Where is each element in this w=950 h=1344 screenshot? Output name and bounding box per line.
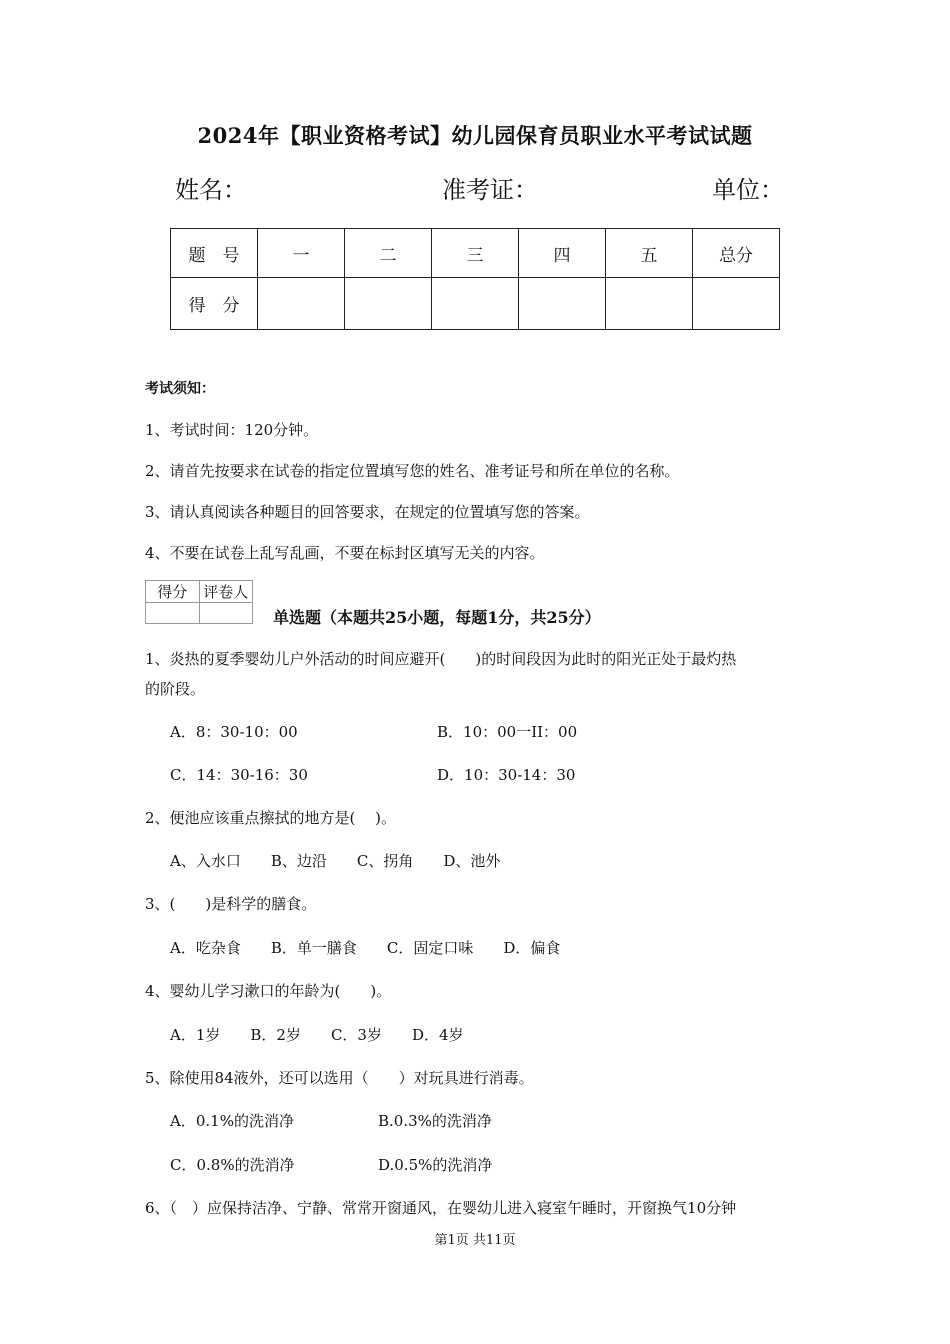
grader-box-score-label: 得分 <box>146 581 200 603</box>
score-cell[interactable] <box>693 278 780 330</box>
score-table-header-cell: 总分 <box>693 229 780 278</box>
score-cell[interactable] <box>258 278 345 330</box>
question-3-options: A．吃杂食 B．单一膳食 C．固定口味 D．偏食 <box>170 939 561 957</box>
score-table-row-label: 得 分 <box>171 278 258 330</box>
grader-box-score-cell[interactable] <box>146 603 200 624</box>
question-4-options: A．1岁 B．2岁 C．3岁 D．4岁 <box>170 1026 464 1044</box>
question-4-text: 4、婴幼儿学习漱口的年龄为( )。 <box>145 982 392 1000</box>
score-cell[interactable] <box>519 278 606 330</box>
notice-item: 1、考试时间：120分钟。 <box>145 421 319 439</box>
question-1-text-cont: 的阶段。 <box>145 680 206 698</box>
name-field-label: 姓名： <box>175 176 247 204</box>
notice-item: 3、请认真阅读各种题目的回答要求，在规定的位置填写您的答案。 <box>145 503 590 521</box>
score-table-header-cell: 三 <box>432 229 519 278</box>
score-table-header-cell: 二 <box>345 229 432 278</box>
grader-box-grader-label: 评卷人 <box>199 581 253 603</box>
notice-title: 考试须知： <box>145 381 215 397</box>
question-1-option-c: C．14：30-16：30 <box>170 766 308 784</box>
question-5-option-a: A．0.1%的洗消净 <box>170 1112 294 1130</box>
section-title: 单选题（本题共25小题，每题1分，共25分） <box>273 608 601 627</box>
question-2-text: 2、便池应该重点擦拭的地方是( )。 <box>145 809 397 827</box>
question-1-option-a: A．8：30-10：00 <box>170 723 298 741</box>
score-cell[interactable] <box>345 278 432 330</box>
score-cell[interactable] <box>432 278 519 330</box>
grader-box <box>145 580 253 624</box>
question-3-text: 3、( )是科学的膳食。 <box>145 895 317 913</box>
question-5-option-c: C．0.8%的洗消净 <box>170 1156 295 1174</box>
question-6-text: 6、（ ）应保持洁净、宁静、常常开窗通风，在婴幼儿进入寝室午睡时，开窗换气10分钟 <box>145 1199 737 1217</box>
question-1-option-d: D．10：30-14：30 <box>437 766 576 784</box>
score-table-header-row <box>171 229 780 278</box>
score-table-score-row <box>171 278 780 330</box>
question-1-option-b: B．10：00一II：00 <box>437 723 578 741</box>
score-cell[interactable] <box>606 278 693 330</box>
score-table-header-cell: 一 <box>258 229 345 278</box>
notice-item: 2、请首先按要求在试卷的指定位置填写您的姓名、准考证号和所在单位的名称。 <box>145 462 680 480</box>
question-1-text: 1、炎热的夏季婴幼儿户外活动的时间应避开( )的时间段因为此时的阳光正处于最灼热 <box>145 650 737 668</box>
question-5-option-b: B.0.3%的洗消净 <box>378 1112 492 1130</box>
score-table <box>170 228 780 330</box>
score-table-header-cell: 题 号 <box>171 229 258 278</box>
page-title: 2024年【职业资格考试】幼儿园保育员职业水平考试试题 <box>197 123 753 148</box>
unit-field-label: 单位： <box>712 176 784 204</box>
exam-id-field-label: 准考证： <box>442 176 538 204</box>
page-footer: 第1页 共11页 <box>434 1233 516 1248</box>
notice-item: 4、不要在试卷上乱写乱画，不要在标封区填写无关的内容。 <box>145 544 545 562</box>
score-table-header-cell: 五 <box>606 229 693 278</box>
grader-box-grader-cell[interactable] <box>199 603 253 624</box>
question-2-options: A、入水口 B、边沿 C、拐角 D、池外 <box>170 852 501 870</box>
question-5-option-d: D.0.5%的洗消净 <box>378 1156 493 1174</box>
score-table-header-cell: 四 <box>519 229 606 278</box>
question-5-text: 5、除使用84液外，还可以选用（ ）对玩具进行消毒。 <box>145 1069 534 1087</box>
